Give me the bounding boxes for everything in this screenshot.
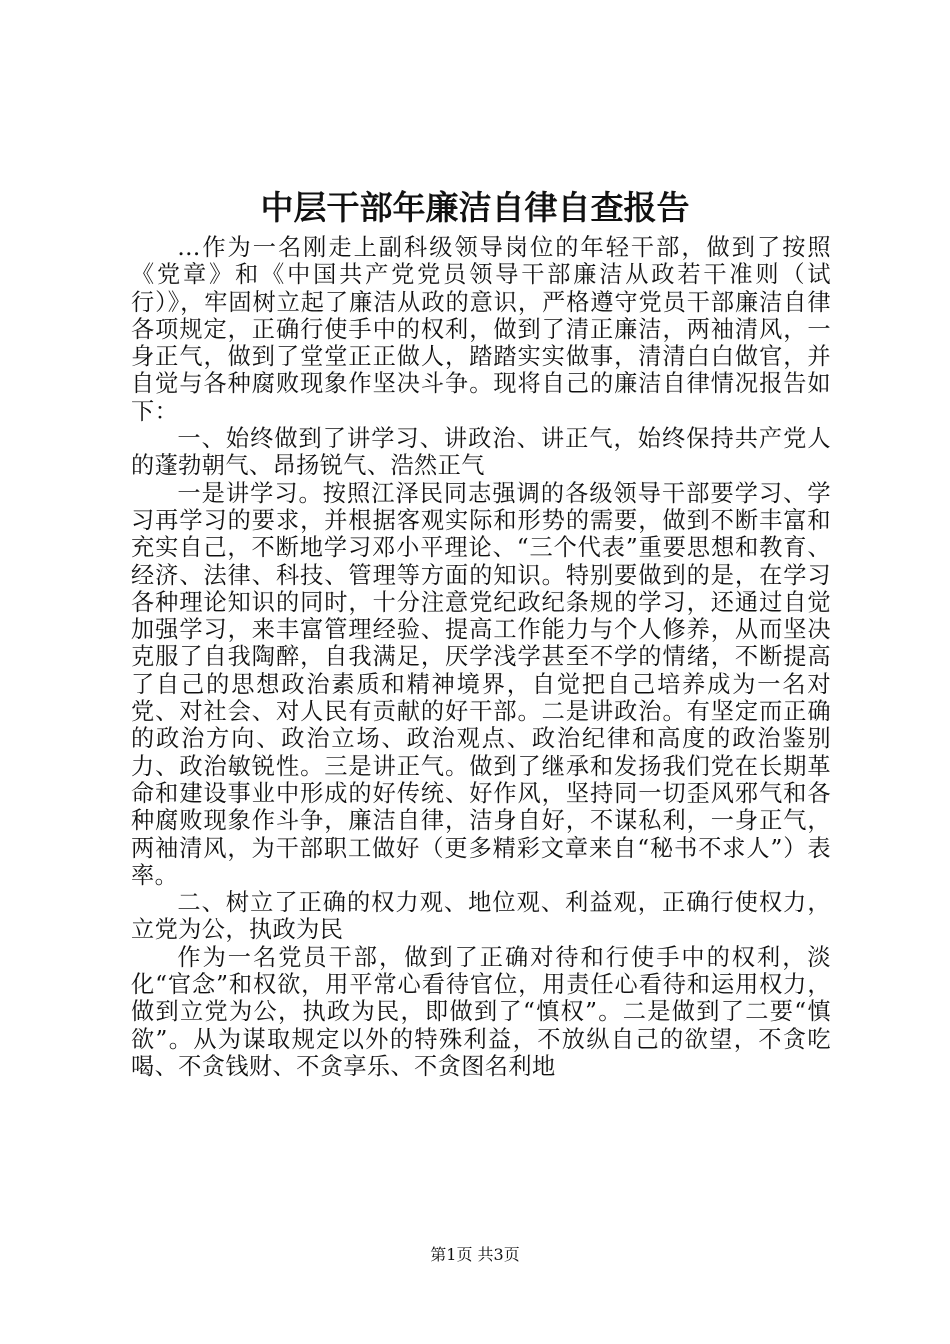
paragraph-intro: ...作为一名刚走上副科级领导岗位的年轻干部，做到了按照《党章》和《中国共产党党员领导干部廉洁从政若干准则（试行）》，牢固树立起了廉洁从政的意识，严格遵守党员干部廉洁自律各项规定，正确行使手中的权利，做到了清正廉洁，两袖清风，一身正气，做到了堂堂正正做人，踏踏实实做事，清清白白做官，并自觉与各种腐败现象作坚决斗争。现将自己的廉洁自律情况报告如下： (131, 234, 831, 425)
page-number-footer: 第1页 共3页 (430, 1245, 520, 1264)
paragraph-section-2-body: 作为一名党员干部，做到了正确对待和行使手中的权利，淡化“官念”和权欲，用平常心看待官位，用责任心看待和运用权力，做到立党为公，执政为民，即做到了“慎权”。二是做到了二要“慎欲”。从为谋取规定以外的特殊利益，不放纵自己的欲望，不贪吃喝、不贪钱财、不贪享乐、不贪图名利地 (131, 943, 831, 1080)
paragraph-section-2-heading: 二、树立了正确的权力观、地位观、利益观，正确行使权力，立党为公，执政为民 (131, 889, 831, 944)
paragraph-section-1-heading: 一、始终做到了讲学习、讲政治、讲正气，始终保持共产党人的蓬勃朝气、昂扬锐气、浩然正气 (131, 425, 831, 480)
document-title: 中层干部年廉洁自律自查报告 (260, 188, 690, 227)
document-body (131, 234, 831, 1080)
paragraph-section-1-body: 一是讲学习。按照江泽民同志强调的各级领导干部要学习、学习再学习的要求，并根据客观实际和形势的需要，做到不断丰富和充实自己，不断地学习邓小平理论、“三个代表”重要思想和教育、经济、法律、科技、管理等方面的知识。特别要做到的是，在学习各种理论知识的同时，十分注意党纪政纪条规的学习，还通过自觉加强学习，来丰富管理经验、提高工作能力与个人修养，从而坚决克服了自我陶醉，自我满足，厌学浅学甚至不学的情绪，不断提高了自己的思想政治素质和精神境界，自觉把自己培养成为一名对党、对社会、对人民有贡献的好干部。二是讲政治。有坚定而正确的政治方向、政治立场、政治观点、政治纪律和高度的政治鉴别力、政治敏锐性。三是讲正气。做到了继承和发扬我们党在长期革命和建设事业中形成的好传统、好作风，坚持同一切歪风邪气和各种腐败现象作斗争，廉洁自律，洁身自好，不谋私利，一身正气，两袖清风，为干部职工做好（更多精彩文章来自“秘书不求人”）表率。 (131, 479, 831, 889)
